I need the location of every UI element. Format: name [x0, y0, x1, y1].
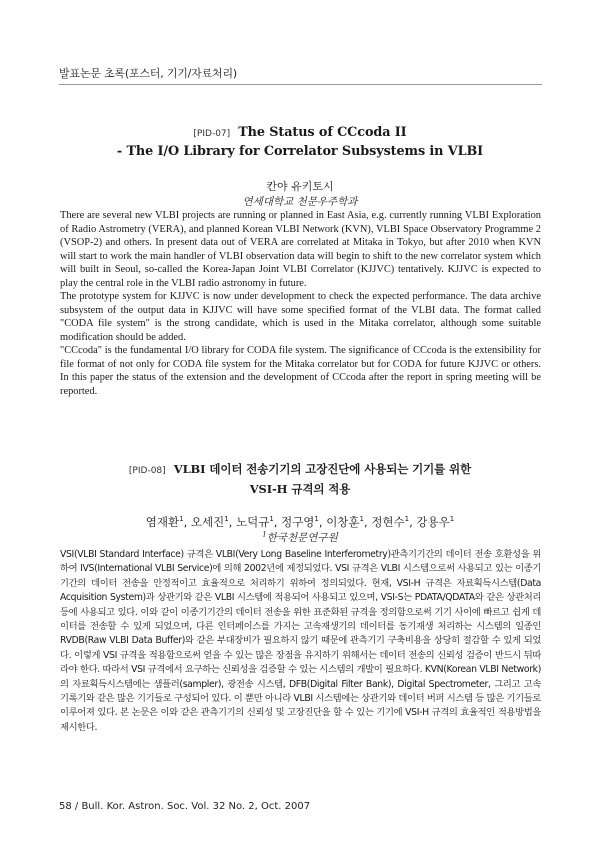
paper2-affiliation [60, 530, 540, 545]
paper2-title-row [60, 459, 540, 480]
paper1-title-row [60, 122, 540, 143]
paper1-affiliation: 연세대학교 천문우주학과 [242, 196, 358, 208]
header-divider [59, 84, 542, 85]
affiliation-text: 한국천문연구원 [266, 532, 338, 544]
paper1-author: 칸야 유키토시 [266, 180, 334, 193]
paper2-title-block [60, 459, 540, 545]
author-name: 정구영 [281, 515, 315, 529]
author-sup: 1 [404, 515, 410, 524]
paper1-paragraph3: "CCcoda" is the fundamental I/O library for CODA file system. The significance of CCcoda is the extensibility for file format of not only for CODA file system for the Mitaka correlator but for CODA for future KJJVC or others. In this paper the status of the extension and the development of CCcoda after the report in spring meeting will be reported. [60, 345, 541, 397]
paper2-title-line2: VSI-H 규격의 적용 [249, 482, 351, 496]
paper1-title-block [60, 122, 540, 209]
author-name: 정현수 [371, 515, 405, 529]
page-footer: 58 / Bull. Kor. Astron. Soc. Vol. 32 No. 2, Oct. 2007 [59, 801, 311, 812]
paper1-title-line1: The Status of CCcoda II [238, 125, 407, 140]
paper2-title-line1: VLBI 데이터 전송기기의 고장진단에 사용되는 기기를 위한 [173, 462, 472, 476]
author-name: 염재환 [145, 515, 180, 529]
author-name: 강용우 [416, 515, 450, 529]
paper2-authors: 염재환$^1$, 오세진$^1$, 노덕규$^1$, 정구영$^1$, 이창훈$^1$, 정현수$^1$, 강용우$^1$ [145, 515, 455, 529]
author-name: 오세진 [190, 515, 225, 529]
paper1-abstract [60, 209, 541, 398]
paper2-tag: [PID-08] [128, 466, 166, 476]
author-sup: 1 [179, 515, 184, 524]
author-name: 이창훈 [326, 515, 360, 529]
paper1-title-line2: - The I/O Library for Correlator Subsystems in VLBI [116, 144, 484, 159]
author-sup: 1 [359, 515, 364, 524]
author-sup: 1 [269, 515, 274, 524]
paper1-paragraph2: The prototype system for KJJVC is now under development to check the expected performance. The data archive subsystem of the output data in KJJVC will have some specified format of the VLBI data. The format called "CODA file system" is the strong candidate, which is used in the Mitaka correlator, although some suitable modification should be added. [60, 291, 541, 343]
paper1-paragraph1: There are several new VLBI projects are running or planned in East Asia, e.g. currently running VLBI Exploration of Radio Astrometry (VERA), and planned Korean VLBI Network (KVN), VLBI Space Observatory Programme 2 (VSOP-2) and others. In present data out of VERA are correlated at Mitaka in Tokyo, but after 2010 when KVN will start to work the main handler of VLBI observation data will begin to shift to the new correlator system which will built in Seoul, so-called the Korea-Japan Joint VLBI Correlator (KJJVC) tentatively. KJJVC is expected to play the central role in the VLBI radio astronomy in future. [60, 210, 541, 289]
paper2-abstract [60, 548, 541, 735]
affiliation-sup: 1 [262, 530, 267, 539]
author-sup: 1 [314, 515, 319, 524]
author-name: 노덕규 [235, 515, 270, 529]
paper1-tag: [PID-07] [193, 129, 231, 139]
running-header: 발표논문 초록(포스터, 기기/자료처리) [59, 67, 237, 80]
author-sup: 1 [224, 515, 229, 524]
author-sup: 1 [449, 515, 455, 524]
paper2-abstract-text: VSI(VLBI Standard Interface) 규격은 VLBI(Very Long Baseline Interferometry)관측기기간의 데이터 전송 호환성을 위하여 IVS(International VLBI Service)에 의해 2002년에 제정되었다. VSI 규격은 VLBI 시스템으로써 사용되고 있는 이종기기간의 데이터 전송을 안정적이고 효율적으로 처리하기 위하여 정의되었다. 현재, VSI-H 규격은 자료획득시스템(Data Acquisition System)과 상관기와 같은 VLBI 시스템에 적용되어 사용되고 있으며, VSI-S는 PDATA/QDATA와 같은 상관처리 등에 사용되고 있다. 이와 같이 이종기기간의 데이터 전송을 위한 표준화된 규격을 정의함으로써 기기 사이에 빠르고 쉽게 데이터를 전송할 수 있게 되었으며, 다른 인터페이스를 가지는 고속재생기의 데이터를 동기재생 처리하는 시스템의 일종인 RVDB(Raw VLBI Data Buffer)와 같은 부대장비가 필요하지 않기 때문에 관측기기 구축비용을 상당히 절감할 수 있게 되었다. 이렇게 VSI 규격을 적용함으로써 얻을 수 있는 많은 장점을 유지하기 위해서는 데이터 전송의 신뢰성 검증이 반드시 뒤따라야 한다. 따라서 VSI 규격에서 요구하는 신뢰성을 검증할 수 있는 시스템의 개발이 필요하다. KVN(Korean VLBI Network)의 자료획득시스템에는 샘플러(sampler), 광전송 시스템, DFB(Digital Filter Bank), Digital Spectrometer, 그리고 고속 기록기와 같은 많은 기기들로 구성되어 있다. 이 뿐만 아니라 VLBI 시스템에는 상관기와 데이터 버퍼 시스템 등 많은 기기들로 이루어져 있다. 본 논문은 이와 같은 관측기기의 신뢰성 및 고장진단을 할 수 있는 기기에 VSI-H 규격의 효율적인 적용방법을 제시한다. [60, 549, 541, 733]
